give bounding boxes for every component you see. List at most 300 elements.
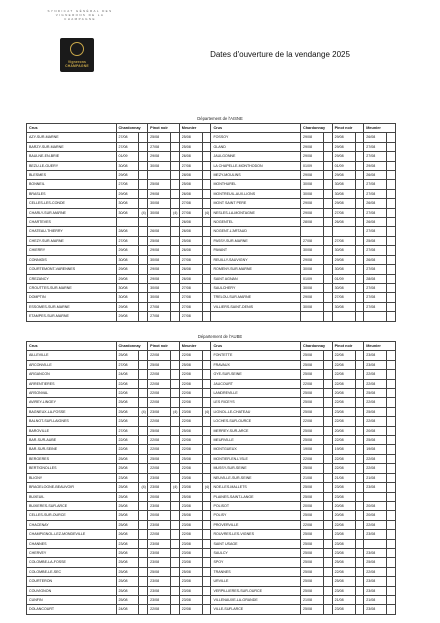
note-cell xyxy=(171,180,180,189)
opening-date: 22/08 xyxy=(148,445,171,454)
note-cell xyxy=(171,189,180,198)
column-header: Chardonnay xyxy=(300,124,332,133)
opening-date: 23/08 xyxy=(148,595,171,604)
cru-name: VILLE-SUR-ARCE xyxy=(211,605,301,614)
cru-name: ROMENY-SUR-MARNE xyxy=(211,265,301,274)
cru-name: PAVANT xyxy=(211,246,301,255)
note-cell xyxy=(171,171,180,180)
cru-name: NOE-LES-MALLETS xyxy=(211,483,301,492)
opening-date: 25/08 xyxy=(148,360,171,369)
note-cell xyxy=(387,265,396,274)
table-row xyxy=(27,236,396,245)
opening-date: 22/08 xyxy=(332,454,355,463)
note-cell xyxy=(323,152,332,161)
note-cell xyxy=(171,586,180,595)
column-header: Chardonnay xyxy=(300,342,332,351)
opening-date: 23/08 xyxy=(364,360,387,369)
cru-name: CUNFIN xyxy=(27,595,117,604)
opening-date: 22/08 xyxy=(179,351,202,360)
note-cell xyxy=(387,370,396,379)
opening-date: 23/08 xyxy=(116,417,139,426)
column-header: Meunier xyxy=(179,124,211,133)
cru-name: BERTIGNOLLES xyxy=(27,464,117,473)
opening-date: 23/08 xyxy=(179,473,202,482)
note-cell xyxy=(171,464,180,473)
opening-date: 25/08 xyxy=(300,605,323,614)
note-cell xyxy=(387,483,396,492)
opening-date: 23/08 xyxy=(364,548,387,557)
opening-date: 27/08 xyxy=(332,236,355,245)
cru-name: CHACENAY xyxy=(27,520,117,529)
opening-date: 27/08 xyxy=(148,302,171,311)
opening-date: 25/08 xyxy=(116,501,139,510)
table-row xyxy=(27,595,396,604)
note-cell xyxy=(139,436,148,445)
cru-name xyxy=(211,312,301,321)
opening-date: 23/08 xyxy=(179,586,202,595)
opening-date: 25/08 xyxy=(300,586,323,595)
cru-name: COUVIGNON xyxy=(27,586,117,595)
note-cell xyxy=(355,265,364,274)
note-cell xyxy=(171,227,180,236)
opening-date: 29/08 xyxy=(332,171,355,180)
opening-date: 25/08 xyxy=(116,483,139,492)
note-cell xyxy=(387,389,396,398)
opening-date: 23/08 xyxy=(148,473,171,482)
cru-name: CELLES-LES-CONDE xyxy=(27,199,117,208)
note-cell xyxy=(323,426,332,435)
note-cell xyxy=(387,199,396,208)
note-cell xyxy=(139,161,148,170)
note-cell xyxy=(202,370,211,379)
note-cell: (4) xyxy=(171,407,180,416)
note-cell xyxy=(355,246,364,255)
note-cell xyxy=(387,255,396,264)
note-cell xyxy=(323,577,332,586)
note-cell xyxy=(387,283,396,292)
opening-date: 20/08 xyxy=(332,501,355,510)
opening-date: 25/08 xyxy=(300,370,323,379)
table-row xyxy=(27,360,396,369)
opening-date: 22/08 xyxy=(332,360,355,369)
opening-date: 25/08 xyxy=(364,389,387,398)
note-cell xyxy=(202,265,211,274)
opening-date: 22/08 xyxy=(364,464,387,473)
note-cell xyxy=(171,454,180,463)
note-cell xyxy=(355,595,364,604)
cru-name: TRANNES xyxy=(211,567,301,576)
opening-date: 28/08 xyxy=(116,227,139,236)
opening-date: 26/08 xyxy=(179,246,202,255)
note-cell xyxy=(387,379,396,388)
note-cell xyxy=(202,520,211,529)
note-cell xyxy=(202,445,211,454)
opening-date: 30/08 xyxy=(300,283,323,292)
opening-date: 25/08 xyxy=(300,426,323,435)
opening-date: 22/08 xyxy=(148,417,171,426)
opening-date: 25/08 xyxy=(116,351,139,360)
cru-name: BAR-SUR-SEINE xyxy=(27,445,117,454)
note-cell xyxy=(387,360,396,369)
cru-name: POLISOT xyxy=(211,501,301,510)
note-cell xyxy=(387,208,396,217)
note-cell xyxy=(139,492,148,501)
note-cell xyxy=(323,407,332,416)
table-row xyxy=(27,265,396,274)
opening-date: 22/08 xyxy=(332,379,355,388)
opening-date: 26/08 xyxy=(364,171,387,180)
opening-date: 20/08 xyxy=(332,426,355,435)
opening-date: 22/08 xyxy=(332,520,355,529)
opening-date: 29/08 xyxy=(364,161,387,170)
opening-date: 25/08 xyxy=(300,558,323,567)
opening-date: 29/08 xyxy=(148,274,171,283)
note-cell xyxy=(171,236,180,245)
note-cell xyxy=(139,605,148,614)
note-cell xyxy=(202,389,211,398)
note-cell xyxy=(387,302,396,311)
note-cell xyxy=(139,274,148,283)
note-cell xyxy=(323,133,332,142)
note-cell xyxy=(202,360,211,369)
note-cell xyxy=(139,511,148,520)
note-cell xyxy=(171,426,180,435)
opening-date: 22/08 xyxy=(116,436,139,445)
opening-date: 25/08 xyxy=(300,351,323,360)
opening-date: 22/08 xyxy=(148,389,171,398)
opening-date: 27/08 xyxy=(332,208,355,217)
table-row xyxy=(27,389,396,398)
opening-date xyxy=(148,218,171,227)
note-cell xyxy=(355,501,364,510)
opening-date: 23/08 xyxy=(148,539,171,548)
note-cell xyxy=(323,142,332,151)
opening-date: 26/08 xyxy=(364,255,387,264)
opening-date: 30/08 xyxy=(148,293,171,302)
note-cell xyxy=(202,417,211,426)
cru-name: BEZU-LE-GUERY xyxy=(27,161,117,170)
note-cell xyxy=(139,189,148,198)
opening-date: 28/08 xyxy=(364,274,387,283)
note-cell xyxy=(171,302,180,311)
note-cell xyxy=(387,142,396,151)
cru-name: LIGNOL-LE-CHATEAU xyxy=(211,407,301,416)
note-cell xyxy=(355,180,364,189)
note-cell xyxy=(171,351,180,360)
opening-date: 23/08 xyxy=(364,577,387,586)
note-cell xyxy=(139,218,148,227)
note-cell xyxy=(323,417,332,426)
opening-date: 27/08 xyxy=(364,208,387,217)
opening-date: 27/08 xyxy=(179,161,202,170)
note-cell xyxy=(387,548,396,557)
note-cell xyxy=(323,520,332,529)
opening-date: 30/08 xyxy=(332,180,355,189)
note-cell xyxy=(387,351,396,360)
opening-date: 27/08 xyxy=(364,142,387,151)
note-cell xyxy=(355,312,364,321)
cru-name: ESSOMES-SUR-MARNE xyxy=(27,302,117,311)
note-cell xyxy=(387,436,396,445)
opening-date: 25/08 xyxy=(148,426,171,435)
note-cell xyxy=(355,152,364,161)
opening-date xyxy=(364,492,387,501)
note-cell xyxy=(355,133,364,142)
note-cell xyxy=(323,236,332,245)
note-cell xyxy=(139,152,148,161)
note-cell xyxy=(202,171,211,180)
opening-date: 25/08 xyxy=(116,454,139,463)
opening-date: 22/08 xyxy=(148,605,171,614)
opening-date: 25/08 xyxy=(300,389,323,398)
opening-date: 28/08 xyxy=(179,171,202,180)
opening-date: 21/08 xyxy=(300,595,323,604)
note-cell xyxy=(171,265,180,274)
cru-name: ARCONVILLE xyxy=(27,360,117,369)
opening-date: 23/08 xyxy=(332,530,355,539)
table-header-row xyxy=(27,342,396,351)
table-header-row xyxy=(27,124,396,133)
opening-date: 29/08 xyxy=(332,255,355,264)
note-cell xyxy=(355,407,364,416)
opening-date: 30/08 xyxy=(300,180,323,189)
opening-date: 25/08 xyxy=(300,436,323,445)
opening-date: 30/08 xyxy=(332,189,355,198)
table-row xyxy=(27,246,396,255)
table-row xyxy=(27,293,396,302)
opening-date: 01/09 xyxy=(300,274,323,283)
opening-date: 29/08 xyxy=(116,189,139,198)
opening-date: 25/08 xyxy=(179,133,202,142)
note-cell xyxy=(171,142,180,151)
note-cell xyxy=(355,274,364,283)
opening-date: 25/08 xyxy=(364,558,387,567)
note-cell xyxy=(355,199,364,208)
opening-date: 29/08 xyxy=(148,265,171,274)
table-row xyxy=(27,133,396,142)
cru-name: CHATEAU-THIERRY xyxy=(27,227,117,236)
opening-date: 22/08 xyxy=(332,464,355,473)
cru-name: BRAGELOGNE-BEAUVOIR xyxy=(27,483,117,492)
note-cell xyxy=(202,189,211,198)
opening-date: 27/08 xyxy=(364,293,387,302)
table-row xyxy=(27,558,396,567)
cru-name: ARGANCON xyxy=(27,370,117,379)
table-row xyxy=(27,351,396,360)
note-cell xyxy=(387,227,396,236)
opening-date: 22/08 xyxy=(148,530,171,539)
opening-date: 25/08 xyxy=(116,511,139,520)
note-cell xyxy=(355,370,364,379)
note-cell xyxy=(355,464,364,473)
note-cell xyxy=(323,218,332,227)
note-cell xyxy=(387,171,396,180)
cru-name: FRAVAUX xyxy=(211,360,301,369)
note-cell xyxy=(387,426,396,435)
opening-date: 25/08 xyxy=(116,520,139,529)
opening-date: 22/08 xyxy=(148,379,171,388)
opening-date xyxy=(364,539,387,548)
opening-date: 25/08 xyxy=(364,407,387,416)
opening-date: 26/08 xyxy=(179,265,202,274)
table-row xyxy=(27,302,396,311)
cru-name: AVIREY-LINGEY xyxy=(27,398,117,407)
cru-name: SAINT AGNAN xyxy=(211,274,301,283)
opening-date: 25/08 xyxy=(148,567,171,576)
cru-name: BLESMES xyxy=(27,171,117,180)
opening-date: 27/08 xyxy=(179,293,202,302)
opening-date: 23/08 xyxy=(148,548,171,557)
note-cell xyxy=(171,152,180,161)
note-cell xyxy=(323,227,332,236)
cru-name: MERREY-SUR-ARCE xyxy=(211,426,301,435)
note-cell xyxy=(202,595,211,604)
table-row xyxy=(27,417,396,426)
column-header: Crus xyxy=(211,124,301,133)
note-cell xyxy=(323,398,332,407)
opening-date: 25/08 xyxy=(300,511,323,520)
opening-date: 25/08 xyxy=(179,236,202,245)
note-cell xyxy=(387,312,396,321)
cru-name: MEURVILLE xyxy=(211,436,301,445)
note-cell xyxy=(139,539,148,548)
opening-date: 24/08 xyxy=(116,605,139,614)
table-row xyxy=(27,370,396,379)
opening-date: 30/08 xyxy=(116,199,139,208)
opening-date: 27/08 xyxy=(116,426,139,435)
opening-date: 29/08 xyxy=(332,199,355,208)
cru-name: SAULCHERY xyxy=(211,283,301,292)
opening-date: 25/08 xyxy=(116,567,139,576)
note-cell xyxy=(323,436,332,445)
opening-date: 27/08 xyxy=(364,246,387,255)
note-cell xyxy=(355,605,364,614)
note-cell xyxy=(139,558,148,567)
aube-table xyxy=(26,341,396,615)
note-cell xyxy=(355,454,364,463)
opening-date: 23/08 xyxy=(148,520,171,529)
opening-date: 26/08 xyxy=(364,133,387,142)
cru-name: CHEZY-SUR-MARNE xyxy=(27,236,117,245)
note-cell xyxy=(323,454,332,463)
note-cell xyxy=(323,530,332,539)
note-cell xyxy=(171,218,180,227)
opening-date: 22/08 xyxy=(300,417,323,426)
opening-date: 27/08 xyxy=(179,283,202,292)
note-cell xyxy=(139,142,148,151)
table-row xyxy=(27,436,396,445)
note-cell xyxy=(355,436,364,445)
opening-date: 22/08 xyxy=(179,530,202,539)
table-row xyxy=(27,605,396,614)
note-cell xyxy=(355,492,364,501)
note-cell xyxy=(202,605,211,614)
note-cell xyxy=(355,283,364,292)
cru-name: FOSSOY xyxy=(211,133,301,142)
note-cell xyxy=(355,520,364,529)
note-cell xyxy=(355,171,364,180)
note-cell xyxy=(202,274,211,283)
note-cell xyxy=(202,567,211,576)
opening-date: 29/08 xyxy=(148,189,171,198)
note-cell xyxy=(323,293,332,302)
opening-date: 27/08 xyxy=(364,152,387,161)
table-row xyxy=(27,501,396,510)
cru-name: PROVERVILLE xyxy=(211,520,301,529)
opening-date: 27/08 xyxy=(148,312,171,321)
opening-date: 25/08 xyxy=(300,577,323,586)
note-cell xyxy=(355,426,364,435)
opening-date: 30/08 xyxy=(116,283,139,292)
note-cell xyxy=(387,454,396,463)
note-cell xyxy=(323,483,332,492)
opening-date: 24/08 xyxy=(116,370,139,379)
table-row xyxy=(27,255,396,264)
table-row xyxy=(27,586,396,595)
opening-date: 26/08 xyxy=(179,152,202,161)
opening-date: 22/08 xyxy=(364,417,387,426)
note-cell xyxy=(323,265,332,274)
note-cell xyxy=(387,567,396,576)
note-cell xyxy=(355,161,364,170)
note-cell xyxy=(139,255,148,264)
note-cell xyxy=(202,293,211,302)
opening-date: 28/08 xyxy=(300,218,323,227)
opening-date: 27/08 xyxy=(364,227,387,236)
opening-date: 25/08 xyxy=(148,454,171,463)
logo-emblem-icon xyxy=(70,42,84,56)
opening-date: 23/08 xyxy=(148,407,171,416)
cru-name: VERPILLIERES-SUR-OURCE xyxy=(211,586,301,595)
opening-date: 30/08 xyxy=(116,255,139,264)
opening-date: 01/09 xyxy=(300,161,323,170)
opening-date: 21/08 xyxy=(364,473,387,482)
cru-name: BERGERES xyxy=(27,454,117,463)
cru-name: PLAINES-SAINT-LANGE xyxy=(211,492,301,501)
table-row xyxy=(27,511,396,520)
note-cell xyxy=(323,302,332,311)
opening-date: 30/08 xyxy=(116,161,139,170)
opening-date: 29/08 xyxy=(300,293,323,302)
note-cell xyxy=(171,520,180,529)
table-row xyxy=(27,142,396,151)
note-cell xyxy=(171,398,180,407)
opening-date: 25/08 xyxy=(116,492,139,501)
table-row xyxy=(27,539,396,548)
note-cell xyxy=(387,539,396,548)
note-cell xyxy=(202,577,211,586)
note-cell xyxy=(323,595,332,604)
note-cell xyxy=(202,501,211,510)
opening-date: 26/08 xyxy=(148,227,171,236)
opening-date: 27/08 xyxy=(300,236,323,245)
opening-date: 20/08 xyxy=(364,426,387,435)
opening-date: 22/08 xyxy=(332,417,355,426)
opening-date: 23/08 xyxy=(332,483,355,492)
note-cell xyxy=(355,530,364,539)
table-row xyxy=(27,180,396,189)
note-cell xyxy=(355,208,364,217)
note-cell xyxy=(323,492,332,501)
opening-date: 27/08 xyxy=(179,312,202,321)
opening-date: 25/08 xyxy=(179,426,202,435)
logo-text: Vignerons CHAMPAGNE xyxy=(65,60,89,68)
opening-date: 19/08 xyxy=(364,445,387,454)
note-cell xyxy=(387,236,396,245)
opening-date: 25/08 xyxy=(116,558,139,567)
opening-date: 23/08 xyxy=(332,539,355,548)
opening-date: 29/08 xyxy=(148,152,171,161)
